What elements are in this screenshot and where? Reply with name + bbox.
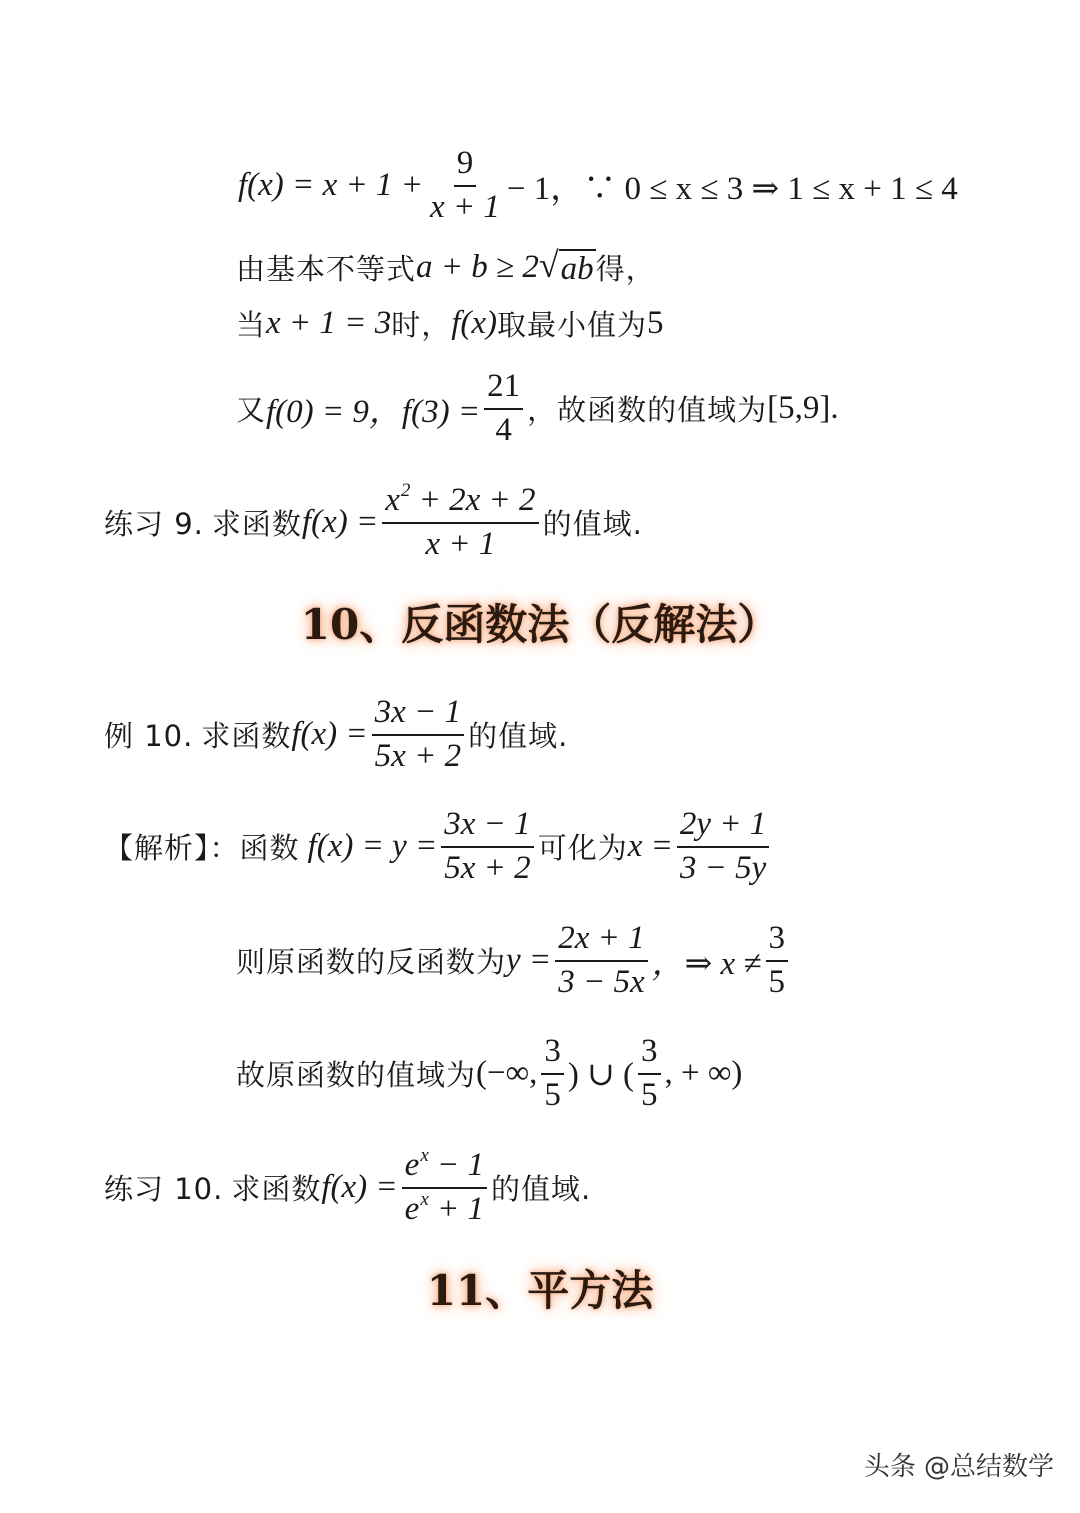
text: 当 xyxy=(236,308,267,342)
text: 取最小值为 xyxy=(497,308,648,342)
text: 求函数 xyxy=(201,719,292,754)
text-line-2 xyxy=(236,247,656,288)
text: 则原函数的反函数为 xyxy=(236,945,507,980)
text: 故原函数的值域为 xyxy=(236,1058,477,1093)
text: 又 xyxy=(236,393,267,428)
fraction xyxy=(677,806,769,888)
text: 由基本不等式 xyxy=(236,252,417,286)
fraction-denominator: 4 xyxy=(495,411,512,448)
equation-line-1 xyxy=(238,145,958,227)
example-label: 例 10. xyxy=(104,719,194,754)
fraction xyxy=(372,694,464,776)
fraction-denominator: $e^x + 1$ xyxy=(404,1188,485,1227)
text: 可化为 xyxy=(537,831,628,866)
fraction-denominator: 5 xyxy=(544,1076,561,1113)
math-text: f(0) = 9，f(3) = xyxy=(266,394,481,431)
fraction-denominator: 5x + 2 xyxy=(444,849,531,886)
fraction xyxy=(484,368,523,450)
solution-label: 【解析】： xyxy=(104,831,240,866)
math-text: f(x) xyxy=(451,305,498,341)
fraction-numerator: $x^2 + 2x + 2$ xyxy=(382,482,538,524)
text-line-3 xyxy=(236,303,664,344)
math-text: [5,9]. xyxy=(767,390,839,427)
math-text: ) ∪ ( xyxy=(567,1056,635,1093)
fraction-denominator: 3 − 5y xyxy=(679,849,767,886)
fraction xyxy=(382,482,538,564)
text: 的值域. xyxy=(542,507,643,542)
solution-line-2 xyxy=(236,920,792,1002)
fraction-numerator: 3 xyxy=(541,1033,564,1075)
fraction-numerator: $e^x - 1$ xyxy=(402,1147,487,1189)
math-text: − 1，∵ 0 ≤ x ≤ 3 ⇒ 1 ≤ x + 1 ≤ 4 xyxy=(506,171,958,208)
text: 得， xyxy=(595,252,656,286)
math-text: 5 xyxy=(647,305,664,341)
text: 的值域. xyxy=(491,1172,592,1207)
text: ，故函数的值域为 xyxy=(527,393,768,428)
fraction xyxy=(541,1033,564,1115)
exercise-9 xyxy=(104,482,643,564)
fraction-denominator: 5x + 2 xyxy=(374,737,462,774)
fraction-denominator: 3 − 5x xyxy=(558,963,645,1000)
fraction-numerator: 21 xyxy=(484,368,523,410)
fraction-numerator: 2y + 1 xyxy=(677,806,769,848)
fraction-denominator: x + 1 xyxy=(425,525,496,562)
text: 函数 xyxy=(239,831,300,866)
fraction-numerator: 3 xyxy=(766,920,789,962)
math-text: (−∞, xyxy=(476,1055,538,1092)
solution-line-1 xyxy=(104,806,773,888)
math-text: f(x) = xyxy=(321,1169,398,1206)
fraction-denominator: 5 xyxy=(768,963,786,1000)
fraction xyxy=(441,806,533,888)
math-text: f(x) = x + 1 + xyxy=(238,167,423,204)
math-text: f(x) = xyxy=(291,716,368,753)
square-root xyxy=(539,247,596,287)
math-text: a + b ≥ 2 xyxy=(416,249,539,285)
text: 求函数 xyxy=(231,1172,322,1207)
fraction xyxy=(555,920,647,1002)
fraction-numerator: 2x + 1 xyxy=(555,920,647,962)
section-heading-10: 10、反函数法（反解法） xyxy=(300,600,780,649)
fraction-numerator: 9 xyxy=(454,145,477,187)
section-heading-11: 11、平方法 xyxy=(426,1266,654,1315)
fraction xyxy=(766,920,789,1002)
fraction xyxy=(638,1033,661,1115)
fraction-numerator: 3x − 1 xyxy=(441,806,533,848)
text-line-4 xyxy=(236,368,839,450)
example-10 xyxy=(104,694,568,776)
exercise-10 xyxy=(104,1147,591,1229)
radicand: ab xyxy=(560,251,594,288)
fraction xyxy=(402,1147,487,1229)
fraction-denominator: x + 1 xyxy=(430,188,500,225)
fraction-numerator: 3x − 1 xyxy=(372,694,464,736)
math-text: f(x) = y = xyxy=(307,828,438,865)
math-text: f(x) = xyxy=(301,504,379,541)
fraction-denominator: 5 xyxy=(641,1076,658,1113)
exercise-label: 练习 10. xyxy=(104,1172,224,1207)
exercise-label: 练习 9. xyxy=(104,507,204,542)
math-text: y = xyxy=(506,942,552,979)
fraction xyxy=(427,145,503,227)
math-text: , + ∞) xyxy=(664,1055,743,1092)
radical-sign: √ xyxy=(538,245,559,286)
fraction-numerator: 3 xyxy=(638,1033,661,1075)
text: 的值域. xyxy=(468,719,569,754)
math-text: x + 1 = 3 xyxy=(266,305,392,341)
math-text: ，⇒ x ≠ xyxy=(651,946,762,983)
watermark: 头条 @总结数学 xyxy=(863,1452,1054,1482)
text: 时， xyxy=(391,308,452,342)
solution-line-3 xyxy=(236,1033,742,1115)
math-text: x = xyxy=(627,828,673,865)
text: 求函数 xyxy=(211,507,302,542)
